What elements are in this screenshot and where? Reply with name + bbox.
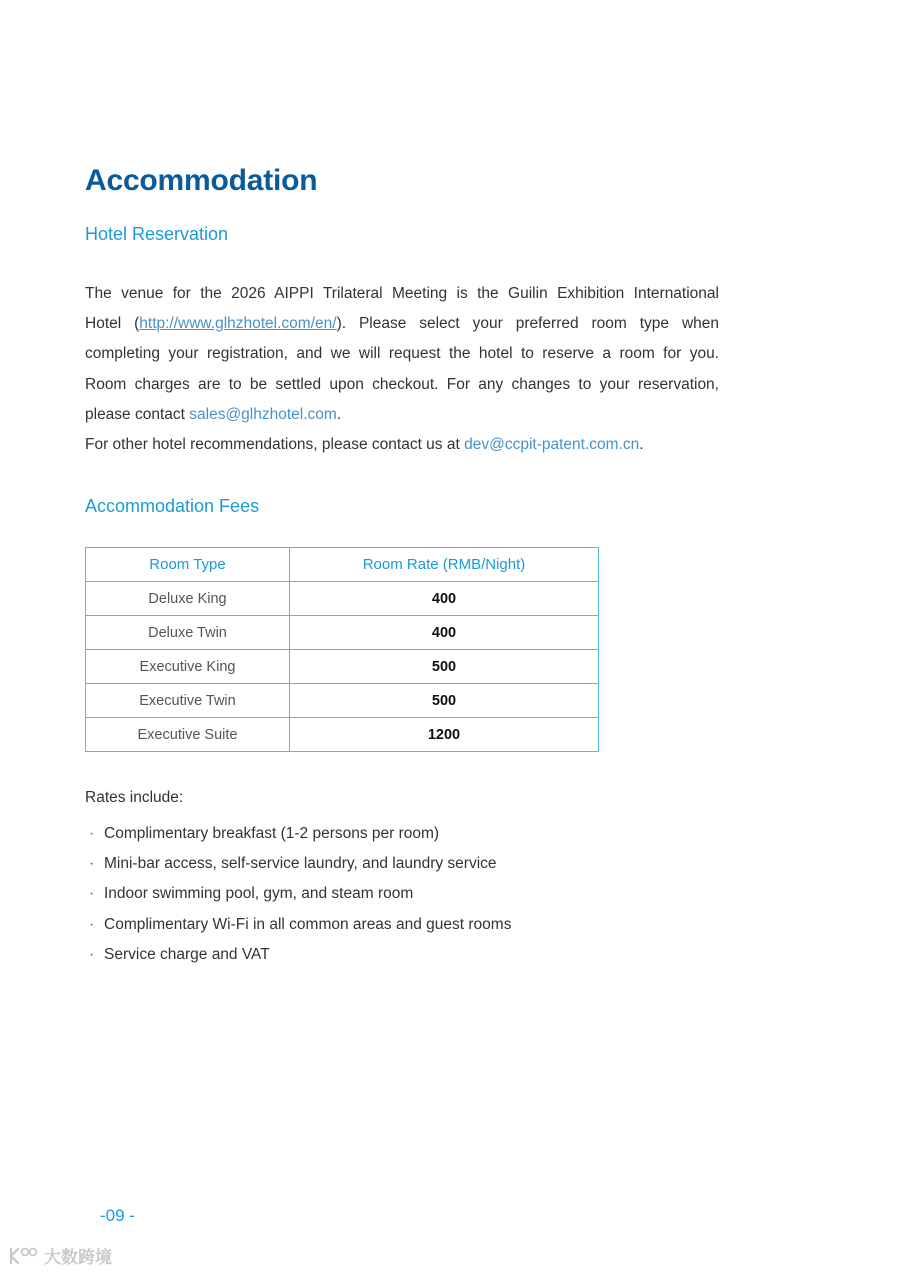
list-item [85,940,511,970]
room-rate-cell: 400 [290,582,599,616]
intro-line-2-suffix: ). Please select your preferred room type when [336,315,719,333]
room-type-cell: Executive Suite [86,718,290,752]
room-rate-cell: 1200 [290,718,599,752]
page-number: -09 - [100,1206,135,1225]
hotel-reservation-paragraph [85,279,719,460]
bullet-icon: · [89,915,95,933]
rates-include-list [85,819,511,970]
watermark-logo-icon [8,1246,40,1266]
intro-line-6-suffix: . [639,436,644,454]
intro-line-3: completing your registration, and we will request the hotel to reserve a room for you. [85,345,719,363]
list-item-text: Complimentary breakfast (1-2 persons per room) [104,825,440,842]
fees-table [85,547,599,752]
bullet-icon: · [89,885,95,903]
list-item-text: Indoor swimming pool, gym, and steam room [104,885,414,903]
intro-line-4: Room charges are to be settled upon checkout. For any changes to your reservation, [85,375,719,393]
intro-line-6-prefix: For other hotel recommendations, please contact us at [85,436,465,454]
list-item-text: Service charge and VAT [104,945,270,963]
hotel-url-link[interactable]: http://www.glhzhotel.com/en/ [139,315,337,333]
list-item [85,879,511,909]
room-rate-cell: 500 [290,650,599,684]
table-row [86,718,599,752]
watermark-text: 大数跨境 [44,1248,112,1267]
watermark [8,1243,112,1268]
list-item [85,910,511,940]
room-type-cell: Deluxe Twin [86,616,290,650]
list-item-text: Complimentary Wi-Fi in all common areas and guest rooms [104,915,512,933]
table-header-row [86,548,599,582]
bullet-icon: · [89,825,95,842]
intro-line-6 [85,430,719,460]
column-header-room-rate: Room Rate (RMB/Night) [290,548,599,582]
room-type-cell: Executive Twin [86,684,290,718]
bullet-icon: · [89,945,95,963]
intro-line-5 [85,400,719,430]
list-item [85,819,511,849]
intro-line-5-suffix: . [336,405,342,423]
intro-line-5-prefix: please contact [85,405,190,423]
table-row [86,684,599,718]
bullet-icon: · [89,855,95,873]
intro-line-2-prefix: Hotel ( [85,315,140,333]
accommodation-fees-heading: Accommodation Fees [85,496,260,516]
room-rate-cell: 400 [290,616,599,650]
room-type-cell: Deluxe King [86,582,290,616]
page-title: Accommodation [85,164,318,197]
room-rate-cell: 500 [290,684,599,718]
hotel-reservation-heading: Hotel Reservation [85,224,229,244]
intro-line-2 [85,309,719,339]
column-header-room-type: Room Type [86,548,290,582]
table-row [86,616,599,650]
list-item-text: Mini-bar access, self-service laundry, and laundry service [104,855,497,873]
sales-email-link[interactable]: sales@glhzhotel.com [189,405,337,423]
list-item [85,849,511,879]
intro-line-1: The venue for the 2026 AIPPI Trilateral Meeting is the Guilin Exhibition International [85,285,719,302]
dev-email-link[interactable]: dev@ccpit-patent.com.cn [464,436,640,454]
rates-include-label: Rates include: [85,789,184,806]
table-row [86,582,599,616]
table-row [86,650,599,684]
room-type-cell: Executive King [86,650,290,684]
